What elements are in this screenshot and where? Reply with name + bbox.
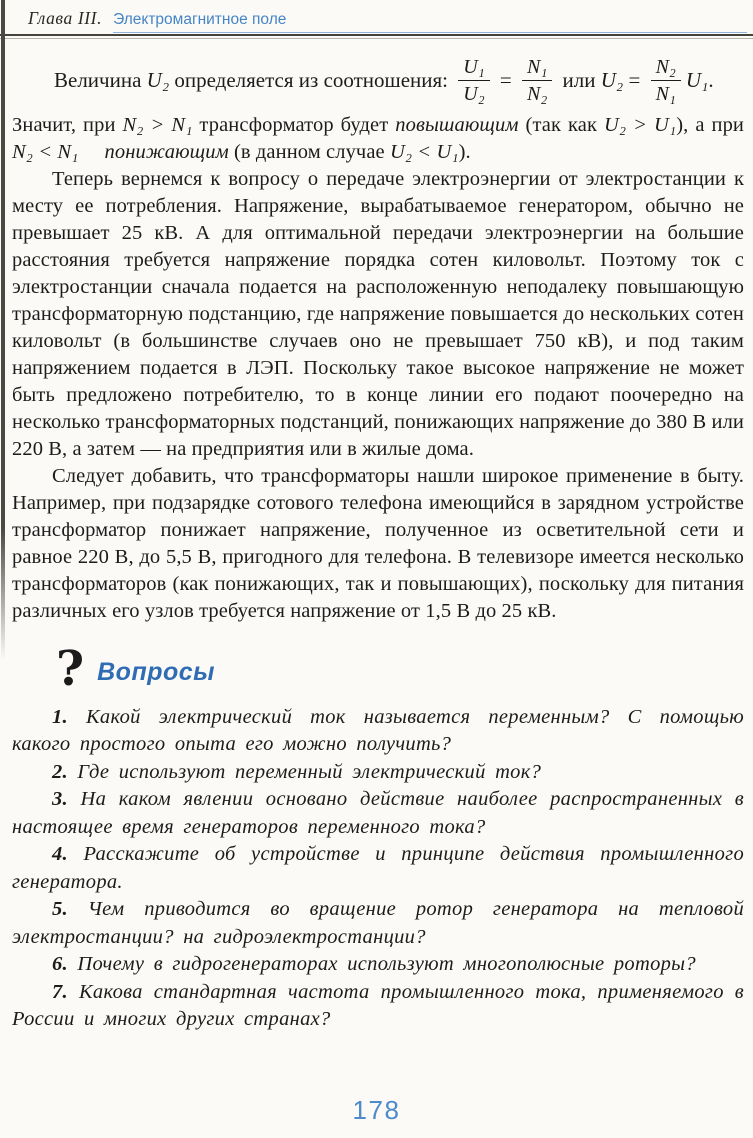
question-item	[12, 896, 744, 951]
question-number: 2.	[52, 760, 78, 783]
question-number: 5.	[52, 898, 88, 921]
fraction: $\frac{\text{U₁}}{\text{U₂}}$	[458, 55, 489, 106]
question-number: 7.	[52, 980, 79, 1003]
para-transformer-types	[12, 112, 744, 166]
emphasized-text: U₂ < U₁	[389, 141, 459, 163]
formula-text: =	[623, 68, 646, 92]
formula-text: Величина	[54, 68, 147, 92]
question-number: 6.	[52, 953, 78, 976]
questions-title: Вопросы	[97, 657, 216, 686]
paragraph-text: (так как	[518, 114, 604, 136]
emphasized-text: N₂ < N₁	[12, 141, 79, 163]
question-item	[12, 786, 744, 841]
questions-list	[12, 704, 744, 1034]
formula-text: или	[557, 68, 601, 92]
question-number: 3.	[52, 788, 81, 811]
formula-text: определяется из соотношения:	[169, 68, 454, 92]
paragraph-text: Значит, при	[12, 114, 123, 136]
question-text: Расскажите об устройстве и принципе действия промышленного генератора.	[12, 843, 745, 893]
question-item	[12, 704, 744, 759]
paragraph-text: ).	[458, 141, 471, 163]
question-text: Почему в гидрогенераторах используют многополюсные роторы?	[77, 953, 696, 976]
formula-text: =	[494, 68, 517, 92]
paragraph-text: Следует добавить, что трансформаторы нашли широкое применение в быту. Например, при подзарядке сотового телефона имеющийся в зарядном устройстве трансформатор понижает напряжение, полученное из осветительной сети и равное 220 В, до 5,5 В, пригодного для телефона. В телевизоре имеется несколько трансформаторов (как понижающих, так и повышающих), поскольку для питания различных его узлов требуется напряжение от 1,5 В до 25 кВ.	[12, 465, 744, 622]
math-variable: U₂	[600, 68, 624, 92]
questions-section	[12, 641, 745, 1034]
paragraph-text: трансформатор будет	[192, 114, 396, 136]
question-item	[12, 951, 744, 979]
body-paragraphs	[12, 112, 744, 625]
page-footer	[0, 1095, 753, 1126]
question-text: На каком явлении основано действие наиболее распространенных в настоящее время генераторов переменного тока?	[12, 788, 744, 838]
page-body	[0, 39, 753, 1034]
paragraph-text: ), а при	[676, 114, 745, 136]
transformer-voltage-formula	[12, 55, 744, 106]
fraction: $\frac{\text{N₂}}{\text{N₁}}$	[651, 55, 681, 106]
question-item	[12, 979, 744, 1034]
running-header	[0, 0, 753, 33]
paragraph-text: Теперь вернемся к вопросу о передаче электроэнергии от электростанции к месту ее потребления. Напряжение, вырабатываемое генератором, обычно не превышает 25 кВ. А для оптимальной передачи электроэнергии на большие расстояния требуется напряжение порядка сотен киловольт. Поэтому ток с электростанции сначала подается на расположенную неподалеку повышающую трансформаторную подстанцию, где напряжение повышается до нескольких сотен киловольт (в большинстве случаев оно не превышает 750 кВ), и под таким напряжением подается в ЛЭП. Поскольку такое высокое напряжение не может быть предложено потребителю, то в конце линии его подают поочередно на несколько трансформаторных подстанций, понижающих напряжение до 380 В или 220 В, а затем — на предприятия или в жилые дома.	[12, 168, 744, 460]
question-text: Чем приводится во вращение ротор генератора на тепловой электростанции? на гидроэлектростанции?	[12, 898, 744, 948]
question-mark-icon: ?	[56, 641, 85, 697]
question-number: 1.	[52, 705, 87, 728]
question-text: Какой электрический ток называется переменным? С помощью какого простого опыта его можно получить?	[12, 705, 744, 756]
math-variable: U₁	[685, 68, 709, 92]
para-power-transmission	[12, 166, 744, 463]
emphasized-text: понижающим	[104, 141, 229, 163]
emphasized-text: U₂ > U₁	[604, 114, 677, 136]
emphasized-text: повышающим	[395, 114, 519, 136]
chapter-title: Электромагнитное поле	[113, 11, 287, 28]
math-variable: U₂	[146, 68, 170, 92]
chapter-title-underline	[113, 11, 747, 33]
paragraph-text: (в данном случае	[228, 141, 390, 163]
fraction: $\frac{\text{N₁}}{\text{N₂}}$	[522, 55, 552, 106]
paragraph-text	[78, 141, 104, 163]
formula-text: .	[708, 68, 714, 92]
page-number: 178	[352, 1095, 401, 1125]
question-text: Где используют переменный электрический ток?	[77, 760, 542, 783]
question-text: Какова стандартная частота промышленного тока, применяемого в России и многих других странах?	[12, 980, 744, 1031]
emphasized-text: N₂ > N₁	[122, 114, 193, 136]
question-item	[12, 759, 744, 787]
question-number: 4.	[52, 843, 84, 866]
chapter-label: Глава III.	[28, 8, 103, 28]
questions-header	[12, 641, 744, 697]
para-household-transformers	[12, 463, 744, 625]
question-item	[12, 841, 744, 896]
